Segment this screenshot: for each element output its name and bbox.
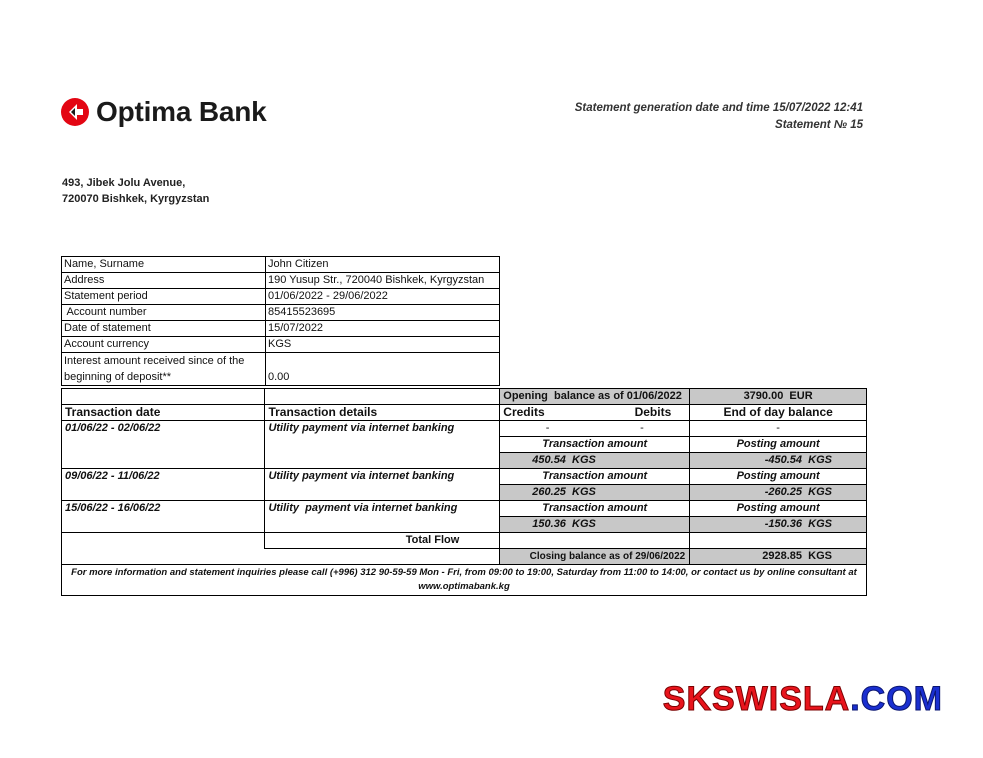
- empty-cell: [265, 389, 500, 405]
- info-row: [62, 289, 500, 305]
- col-header-details: Transaction details: [265, 405, 500, 421]
- generation-datetime: Statement generation date and time 15/07/2022 12:41: [574, 102, 863, 114]
- tx-amount-label: Transaction amount: [500, 437, 690, 453]
- posting-amount-label: Posting amount: [690, 501, 867, 517]
- info-key: Name, Surname: [62, 257, 266, 273]
- info-value: 0.00: [266, 353, 500, 386]
- table-row: [62, 421, 867, 437]
- closing-balance-label: Closing balance as of 29/06/2022: [500, 549, 690, 565]
- tx-amount-label: Transaction amount: [500, 469, 690, 485]
- customer-info-table: [61, 256, 500, 386]
- info-row: [62, 257, 500, 273]
- tx-amount: 150.36 KGS: [500, 517, 690, 533]
- debits-dash: -: [595, 421, 690, 437]
- eod-dash: -: [690, 421, 867, 437]
- info-value: 85415523695: [266, 305, 500, 321]
- posting-amount-label: Posting amount: [690, 469, 867, 485]
- bank-name: Optima Bank: [96, 96, 267, 127]
- closing-balance-row: [62, 549, 867, 565]
- tx-details: Utility payment via internet banking: [265, 501, 500, 533]
- tx-amount-label: Transaction amount: [500, 501, 690, 517]
- total-flow-row: [62, 533, 867, 549]
- watermark-part1: SKSWISLA: [662, 680, 851, 718]
- info-key: Date of statement: [62, 321, 266, 337]
- empty-cell: [690, 533, 867, 549]
- opening-balance-amount: 3790.00 EUR: [690, 389, 867, 405]
- empty-cell: [500, 533, 690, 549]
- col-header-eod-balance: End of day balance: [690, 405, 867, 421]
- info-value: 190 Yusup Str., 720040 Bishkek, Kyrgyzstan: [266, 273, 500, 289]
- info-value: 01/06/2022 - 29/06/2022: [266, 289, 500, 305]
- transactions-table: [61, 388, 867, 596]
- footer-contact-text: For more information and statement inquiries please call (+996) 312 90-59-59 Mon - Fri, from 09:00 to 19:00, Saturday from 11:00 to 14:00, or contact us by online consultant at www.optimabank.kg: [62, 565, 867, 596]
- info-value: KGS: [266, 337, 500, 353]
- tx-date: 01/06/22 - 02/06/22: [62, 421, 265, 469]
- opening-balance-row: [62, 389, 867, 405]
- info-row: [62, 305, 500, 321]
- col-header-date: Transaction date: [62, 405, 265, 421]
- total-flow-label: Total Flow: [265, 533, 500, 549]
- watermark-part2: .COM: [850, 680, 943, 718]
- opening-balance-label: Opening balance as of 01/06/2022: [500, 389, 690, 405]
- bank-address-line2: 720070 Bishkek, Kyrgyzstan: [62, 193, 210, 205]
- table-row: [62, 501, 867, 517]
- info-key: Interest amount received since of the beginning of deposit**: [62, 353, 266, 386]
- tx-date: 09/06/22 - 11/06/22: [62, 469, 265, 501]
- tx-amount: 450.54 KGS: [500, 453, 690, 469]
- info-row: [62, 337, 500, 353]
- credits-dash: -: [500, 421, 595, 437]
- info-key: Address: [62, 273, 266, 289]
- table-row: [62, 469, 867, 485]
- tx-details: Utility payment via internet banking: [265, 421, 500, 469]
- empty-cell: [62, 389, 265, 405]
- empty-cell: [62, 533, 265, 549]
- posting-amount: -150.36 KGS: [690, 517, 867, 533]
- posting-amount: -260.25 KGS: [690, 485, 867, 501]
- info-value: John Citizen: [266, 257, 500, 273]
- col-header-credits: Credits: [500, 405, 595, 421]
- optima-logo-icon: [60, 97, 90, 127]
- footer-row: [62, 565, 867, 596]
- bank-logo: [60, 96, 267, 128]
- col-header-debits: Debits: [595, 405, 690, 421]
- posting-amount-label: Posting amount: [690, 437, 867, 453]
- info-key: Account number: [62, 305, 266, 321]
- info-key: Statement period: [62, 289, 266, 305]
- info-row: [62, 321, 500, 337]
- empty-cell: [62, 549, 500, 565]
- watermark: [663, 680, 943, 719]
- tx-amount: 260.25 KGS: [500, 485, 690, 501]
- info-value: 15/07/2022: [266, 321, 500, 337]
- tx-details: Utility payment via internet banking: [265, 469, 500, 501]
- closing-balance-amount: 2928.85 KGS: [690, 549, 867, 565]
- column-header-row: [62, 405, 867, 421]
- info-row: [62, 273, 500, 289]
- bank-address-line1: 493, Jibek Jolu Avenue,: [62, 177, 186, 189]
- tx-date: 15/06/22 - 16/06/22: [62, 501, 265, 533]
- statement-number: Statement № 15: [775, 119, 863, 131]
- posting-amount: -450.54 KGS: [690, 453, 867, 469]
- info-row: [62, 353, 500, 386]
- info-key: Account currency: [62, 337, 266, 353]
